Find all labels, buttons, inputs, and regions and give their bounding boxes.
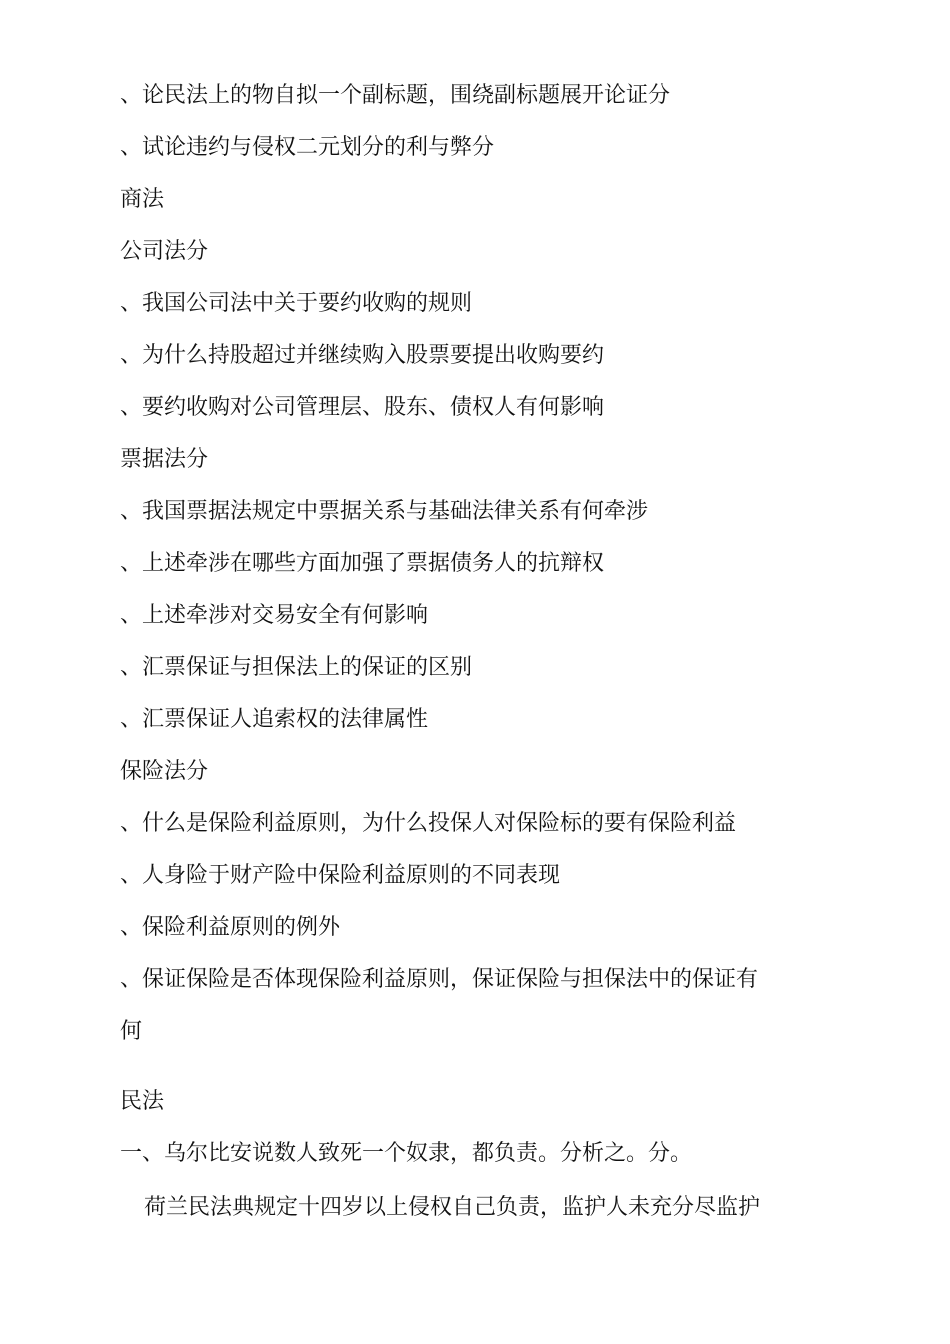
question-item: 、什么是保险利益原则，为什么投保人对保险标的要有保险利益 bbox=[120, 811, 737, 836]
question-item: 、上述牵涉在哪些方面加强了票据债务人的抗辩权 bbox=[120, 551, 605, 576]
question-item: 、我国公司法中关于要约收购的规则 bbox=[120, 291, 473, 316]
question-item: 、试论违约与侵权二元划分的利与弊分 bbox=[120, 135, 495, 160]
continued-text: 何 bbox=[120, 1019, 143, 1044]
question-item: 、我国票据法规定中票据关系与基础法律关系有何牵涉 bbox=[120, 499, 649, 524]
question-item: 、要约收购对公司管理层、股东、债权人有何影响 bbox=[120, 395, 605, 420]
subsection-heading: 票据法分 bbox=[120, 447, 209, 472]
question-item: 、汇票保证与担保法上的保证的区别 bbox=[120, 655, 473, 680]
question-item: 、为什么持股超过并继续购入股票要提出收购要约 bbox=[120, 343, 605, 368]
question-item: 、论民法上的物自拟一个副标题，围绕副标题展开论证分 bbox=[120, 83, 671, 108]
question-heading: 一、乌尔比安说数人致死一个奴隶，都负责。分析之。分。 bbox=[120, 1141, 693, 1166]
question-item: 、汇票保证人追索权的法律属性 bbox=[120, 707, 429, 732]
question-item: 、上述牵涉对交易安全有何影响 bbox=[120, 603, 429, 628]
section-heading: 民法 bbox=[120, 1089, 165, 1114]
section-heading: 商法 bbox=[120, 187, 165, 212]
subsection-heading: 公司法分 bbox=[120, 239, 209, 264]
question-item: 、保险利益原则的例外 bbox=[120, 915, 341, 940]
body-paragraph: 荷兰民法典规定十四岁以上侵权自己负责，监护人未充分尽监护 bbox=[144, 1195, 761, 1220]
subsection-heading: 保险法分 bbox=[120, 759, 209, 784]
question-item: 、人身险于财产险中保险利益原则的不同表现 bbox=[120, 863, 561, 888]
question-item: 、保证保险是否体现保险利益原则，保证保险与担保法中的保证有 bbox=[120, 967, 759, 992]
